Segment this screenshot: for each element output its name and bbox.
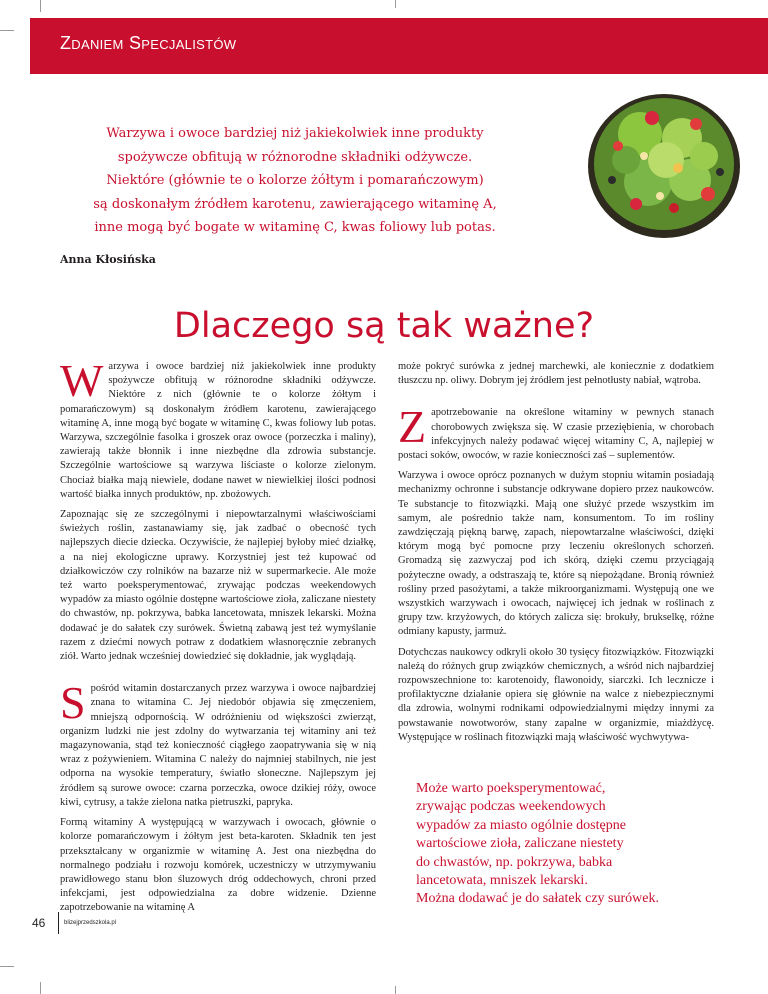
lead-line: są doskonałym źródłem karotenu, zawierającego witaminę A,	[93, 196, 497, 212]
crop-mark	[395, 986, 396, 994]
lead-line: Warzywa i owoce bardziej niż jakiekolwiek inne produkty	[106, 126, 484, 141]
pull-quote-line: zrywając podczas weekendowych	[416, 799, 606, 815]
lead-line: inne mogą być bogate w witaminę C, kwas foliowy lub potas.	[94, 220, 496, 235]
body-paragraph	[60, 677, 376, 810]
lead-line: spożywcze obfitują w różnorodne składniki odżywcze.	[117, 149, 473, 165]
pull-quote-line: Można dodawać je do sałatek czy surówek.	[416, 891, 659, 907]
lead-paragraph	[60, 122, 530, 240]
paragraph-text: pośród witamin dostarczanych przez warzywa i owoce najbardziej znana to witamina C. Jej niedobór objawia się zmęczeniem, mniejszą odpornością. W odróżnieniu od większości zwierząt, organizm ludzki nie jest zdolny do wytwarzania tej witaminy ani też magazynowania, stąd też konieczność ciągłego zaopatrywania się w nią wraz z pożywieniem. Witamina C należy do najmniej stabilnych, nie jest odporna na wysokie temperatury, światło słoneczne. Najlepszym jej źródłem są surowe owoce: czarna porzeczka, owoce dzikiej róży, owoce kiwi, cytrusy, a także zielona natka pietruszki, papryka.	[60, 683, 376, 808]
crop-mark	[395, 0, 396, 8]
crop-mark	[0, 966, 14, 967]
drop-cap: Z	[398, 401, 427, 453]
lead-line: Niektóre (głównie te o kolorze żółtym i pomarańczowym)	[106, 173, 484, 188]
right-column	[398, 360, 714, 751]
pull-quote-line: lancetowata, mniszek lekarski.	[416, 873, 588, 889]
section-label: Zdaniem Specjalistów	[60, 33, 237, 53]
body-paragraph: Dotychczas naukowcy odkryli około 30 tysięcy fitozwiązków. Fitozwiązki należą do różnych grup związków chemicznych, a wśród nich najbardziej rozpowszechnione to: karotenoidy, flawonoidy, siarczki. Ich lecznicze i profilaktyczne działanie opiera się głównie na walce z niebezpiecznymi dla zdrowia, wolnymi rodnikami odpowiedzialnymi między innymi za powstawanie nowotworów, stany zapalne w organizmie, miażdżycę. Występujące w roślinach fitozwiązki mają właściwość wychwytywa-	[398, 646, 714, 743]
pull-quote-line: Może warto poeksperymentować,	[416, 781, 606, 796]
drop-cap: W	[60, 355, 104, 406]
pull-quote-line: wypadów za miasto ogólnie dostępne	[416, 817, 626, 833]
body-paragraph: może pokryć surówka z jednej marchewki, ale koniecznie z dodatkiem tłuszczu np. oliwy. Dobrym jej źródłem jest pełnotłusty nabiał, wątroba.	[398, 361, 714, 387]
website-label: blizejprzedszkola.pl	[64, 920, 117, 926]
left-column	[60, 355, 376, 922]
paragraph-text: apotrzebowanie na określone witaminy w pewnych stanach chorobowych zwiększa się. W czasie przeziębienia, w chorobach infekcyjnych należy podawać więcej witaminy C, A, najlepiej w postaci soków, owoców, w razie konieczności zaś – suplementów.	[398, 407, 714, 462]
body-paragraph: Zapoznając się ze szczególnymi i niepowtarzalnymi właściwościami świeżych roślin, zastanawiamy się, jak zadbać o obecność tych najlepszych diecie dziecka. Oczywiście, że najlepiej byłoby mieć działkę, a na niej ekologiczne uprawy. Korzystniej jest też kupować od działkowiczów czy rolników na bazarze niż w supermarkecie. Ale może też warto poeksperymentować, zrywając podczas weekendowych wypadów za miasto ogólnie dostępne wartościowe zioła, zaliczane niestety do chwastów, np. pokrzywa, babka lancetowata, mniszek lekarski. Można dodawać je do sałatek czy surówek. Świetną zabawą jest też wymyślanie razem z dziećmi nowych potraw z dodatkiem własnoręcznie zebranych ziół. Warto jednak wcześniej dowiedzieć się dokładnie, jak wyglądają.	[60, 509, 376, 663]
crop-mark	[40, 982, 41, 994]
drop-cap: S	[60, 677, 86, 729]
body-paragraph: Formą witaminy A występującą w warzywach i owocach, głównie o kolorze pomarańczowym i żółtym jest beta-karoten. Składnik ten jest przekształcany w organizmie w witaminę A. Jest ona niezbędna do normalnego podziału i rozwoju komórek, uczestniczy w utrzymywaniu prawidłowego stanu błon śluzowych dróg oddechowych, chroni przed infekcjami, jest odpowiedzialna za dobre widzenie. Dzienne zapotrzebowanie na witaminę A	[60, 817, 376, 914]
footer-divider	[58, 912, 59, 934]
crop-mark	[40, 0, 41, 12]
paragraph-text: arzywa i owoce bardziej niż jakiekolwiek inne produkty spożywcze obfitują w różnorodne składniki odżywcze. Niektóre z nich (głównie te o kolorze żółtym i pomarańczowym) są doskonałym źródłem karotenu, zawierającego witaminę A, inne mogą być bogate w witaminę C, kwas foliowy lub potas. Warzywa, szczególnie fasolka i groszek oraz owoce (porzeczka i maliny), zawierają także błonnik i inne niezbędne dla zdrowia substancje. Szczególnie wartościowe są warzywa liściaste o kolorze zielonym. Chociaż białka mają niewiele, dodane nawet w niewielkiej ilości podnosi wartość białka innych produktów, np. zbożowych.	[60, 361, 376, 500]
salad-bowl-image	[578, 76, 748, 246]
body-paragraph: Warzywa i owoce oprócz poznanych w dużym stopniu witamin posiadają mechanizmy ochronne i substancje odkrywane dopiero przez naukowców. Te substancje to fitozwiązki. Mają one służyć przede wszystkim im samym, ale pośrednio także nam, konsumentom. To im rośliny zawdzięczają piękną barwę, zapach, niepowtarzalne właściwości, dzięki którym mogą być pomocne przy leczeniu określonych schorzeń. Gromadzą się zazwyczaj pod ich skórą, dzięki czemu przyciągają pożyteczne owady, a odstraszają te, które są niepożądane. Bronią również rośliny przed pasożytami, a także mikroorganizmami. Występują one we wszystkich warzywach i owocach, najwięcej ich jednak w roślinach z grupy tzw. krzyżowych, do których zalicza się: brokuły, brukselkę, różne odmiany kapusty, jarmuż.	[398, 470, 714, 638]
body-paragraph	[60, 355, 376, 502]
pull-quote-line: do chwastów, np. pokrzywa, babka	[416, 854, 613, 870]
page-number: 46	[32, 916, 46, 930]
crop-mark	[0, 30, 14, 31]
body-paragraph	[398, 401, 714, 463]
author-name: Anna Kłosińska	[60, 253, 156, 266]
article-title: Dlaczego są tak ważne?	[173, 306, 595, 347]
pull-quote-line: wartościowe zioła, zaliczane niestety	[416, 836, 624, 852]
pull-quote	[416, 780, 716, 909]
